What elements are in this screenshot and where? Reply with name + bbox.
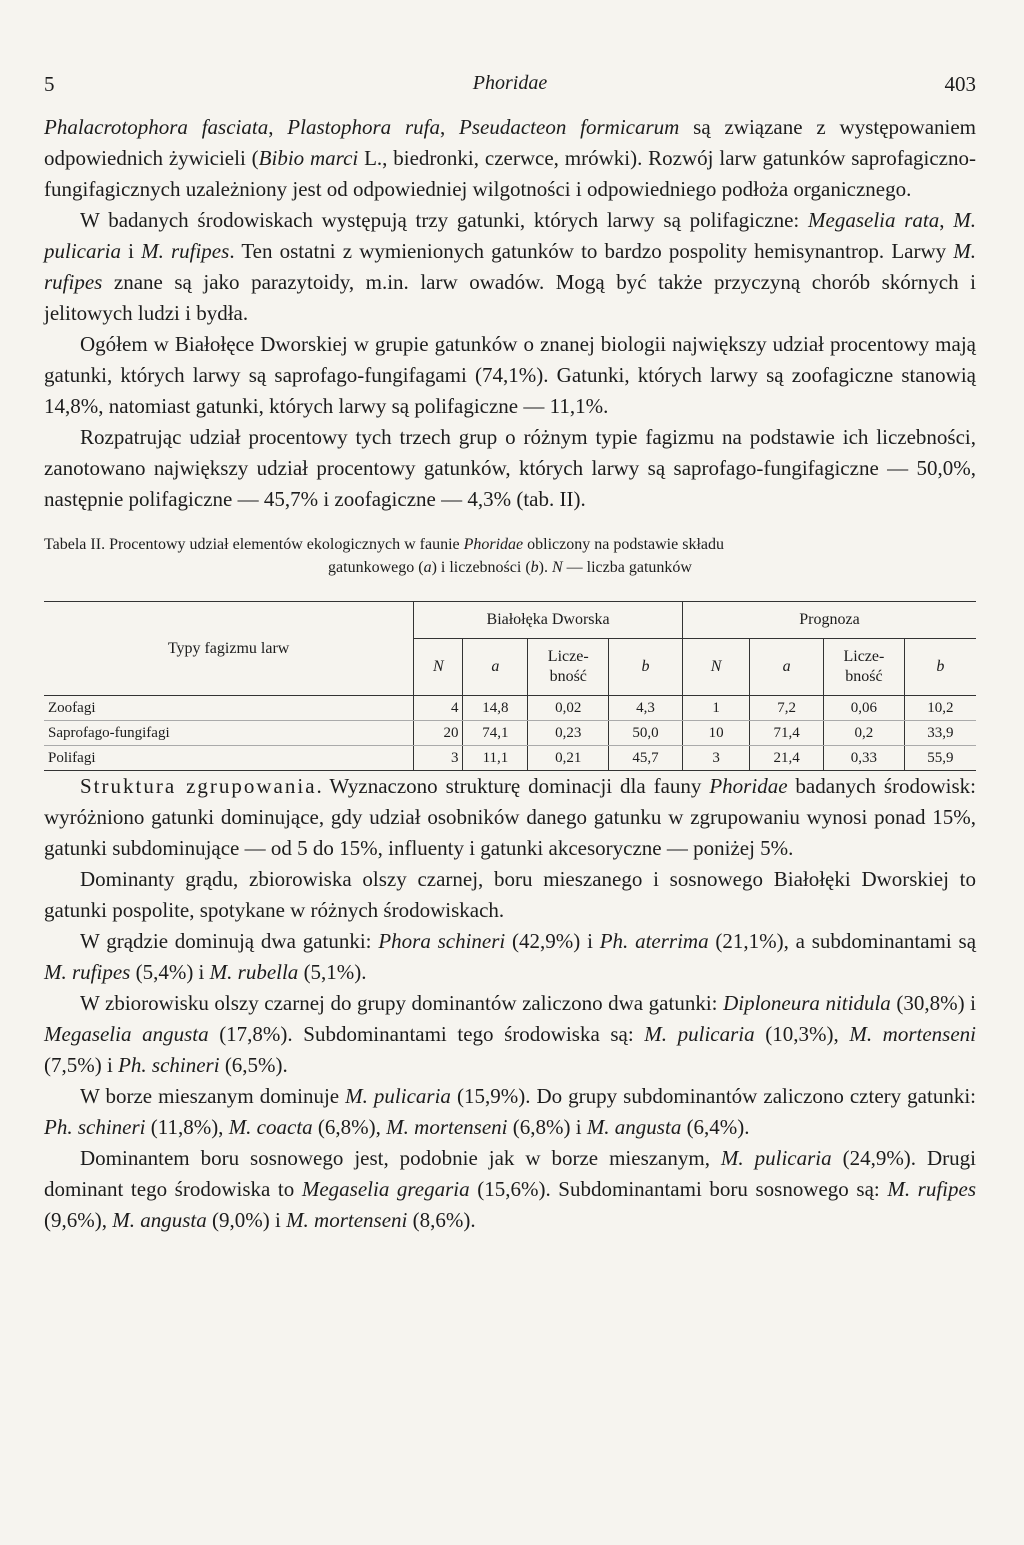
table-cell: 33,9 [904,721,976,746]
table-cell: 14,8 [463,696,528,721]
column-header-b: b [609,639,683,696]
table-cell: 7,2 [750,696,824,721]
paragraph-10: Dominantem boru sosnowego jest, podobnie jak w borze mieszanym, M. pulicaria (24,9%). Drugi dominant tego środowiska to Megaselia gregaria (15,6%). Subdominantami boru sosnowego są: M. rufipes (9,6%), M. angusta (9,0%) i M. mortenseni (8,6%). [44,1146,976,1232]
table-row [44,721,976,746]
paragraph-1: Phalacrotophora fasciata, Plastophora rufa, Pseudacteon formicarum są związane z występowaniem odpowiednich żywicieli (Bibio marci L., biedronki, czerwce, mrówki). Rozwój larw gatunków saprofagiczno-fungifagicznych uzależniony jest od odpowiedniej wilgotności i odpowiedniego podłoża organicznego. [44,115,977,201]
column-header-liczebnosc: Licze- bność [824,639,905,696]
paragraph-2: W badanych środowiskach występują trzy gatunki, których larwy są polifagiczne: Megaselia rata, M. pulicaria i M. rufipes. Ten ostatni z wymienionych gatunków to bardzo pospolity hemisynantrop. Larwy M. rufipes znane są jako parazytoidy, m.in. larw owadów. Mogą być także przyczyną chorób skórnych i jelitowych ludzi i bydła. [44,208,977,325]
row-label: Zoofagi [44,696,414,721]
paragraph-8: W zbiorowisku olszy czarnej do grupy dominantów zaliczono dwa gatunki: Diploneura nitidula (30,8%) i Megaselia angusta (17,8%). Subdominantami tego środowiska są: M. pulicaria (10,3%), M. mortenseni (7,5%) i Ph. schineri (6,5%). [44,991,976,1077]
section-heading: Struktura zgrupowania [80,774,317,798]
paragraph-9: W borze mieszanym dominuje M. pulicaria (15,9%). Do grupy subdominantów zaliczono cztery gatunki: Ph. schineri (11,8%), M. coacta (6,8%), M. mortenseni (6,8%) i M. angusta (6,4%). [44,1084,976,1139]
table-cell: 4,3 [609,696,683,721]
paragraph-5: Struktura zgrupowania. Wyznaczono strukturę dominacji dla fauny Phoridae badanych środowisk: wyróżniono gatunki dominujące, gdy udział osobników danego gatunku w zgrupowaniu wynosi ponad 15%, gatunki subdominujące — od 5 do 15%, influenty i gatunki akcesoryczne — poniżej 5%. [44,774,976,860]
column-header-a: a [463,639,528,696]
page [44,72,976,1236]
table-cell: 45,7 [609,746,683,771]
table-caption: Tabela II. Procentowy udział elementów ekologicznych w faunie Phoridae obliczony na podstawie składu gatunkowego (a) i liczebności (b). N — liczba gatunków [44,536,724,576]
table-cell: 0,02 [528,696,609,721]
table-cell: 20 [414,721,463,746]
running-header [44,72,976,112]
group-header-prognoza: Prognoza [682,602,976,639]
group-header-bialoleka: Białołęka Dworska [414,602,683,639]
running-title: Phoridae [472,72,548,94]
column-header-n: N [682,639,749,696]
column-header-a: a [750,639,824,696]
paragraph-7: W grądzie dominują dwa gatunki: Phora schineri (42,9%) i Ph. aterrima (21,1%), a subdominantami są M. rufipes (5,4%) i M. rubella (5,1%). [44,929,977,984]
table-cell: 0,23 [528,721,609,746]
table-cell: 1 [682,696,749,721]
table-cell: 55,9 [904,746,976,771]
section-number: 5 [44,72,55,96]
table-cell: 3 [682,746,749,771]
table-cell: 10 [682,721,749,746]
data-table [44,601,976,771]
table-cell: 0,21 [528,746,609,771]
table-cell: 0,2 [824,721,905,746]
table-cell: 21,4 [750,746,824,771]
table-cell: 71,4 [750,721,824,746]
row-label: Saprofago-fungifagi [44,721,414,746]
table-row [44,696,976,721]
table-cell: 0,06 [824,696,905,721]
table-cell: 3 [414,746,463,771]
column-header-type: Typy fagizmu larw [44,602,414,696]
row-label: Polifagi [44,746,414,771]
table-cell: 0,33 [824,746,905,771]
table-cell: 50,0 [609,721,683,746]
table-cell: 74,1 [463,721,528,746]
paragraph-6: Dominanty grądu, zbiorowiska olszy czarnej, boru mieszanego i sosnowego Białołęki Dworskiej to gatunki pospolite, spotykane w różnych środowiskach. [44,867,976,922]
table-cell: 4 [414,696,463,721]
table-cell: 11,1 [463,746,528,771]
column-header-liczebnosc: Licze- bność [528,639,609,696]
page-number: 403 [944,72,976,96]
column-header-n: N [414,639,463,696]
table-cell: 10,2 [904,696,976,721]
table-row [44,746,976,771]
column-header-b: b [904,639,976,696]
paragraph-4: Rozpatrując udział procentowy tych trzech grup o różnym typie fagizmu na podstawie ich liczebności, zanotowano największy udział procentowy gatunków, których larwy są saprofago-fungifagiczne — 50,0%, następnie polifagiczne — 45,7% i zoofagiczne — 4,3% (tab. II). [44,425,976,511]
paragraph-3: Ogółem w Białołęce Dworskiej w grupie gatunków o znanej biologii największy udział procentowy mają gatunki, których larwy są saprofago-fungifagami (74,1%). Gatunki, których larwy są zoofagiczne stanowią 14,8%, natomiast gatunki, których larwy są polifagiczne — 11,1%. [44,332,976,418]
